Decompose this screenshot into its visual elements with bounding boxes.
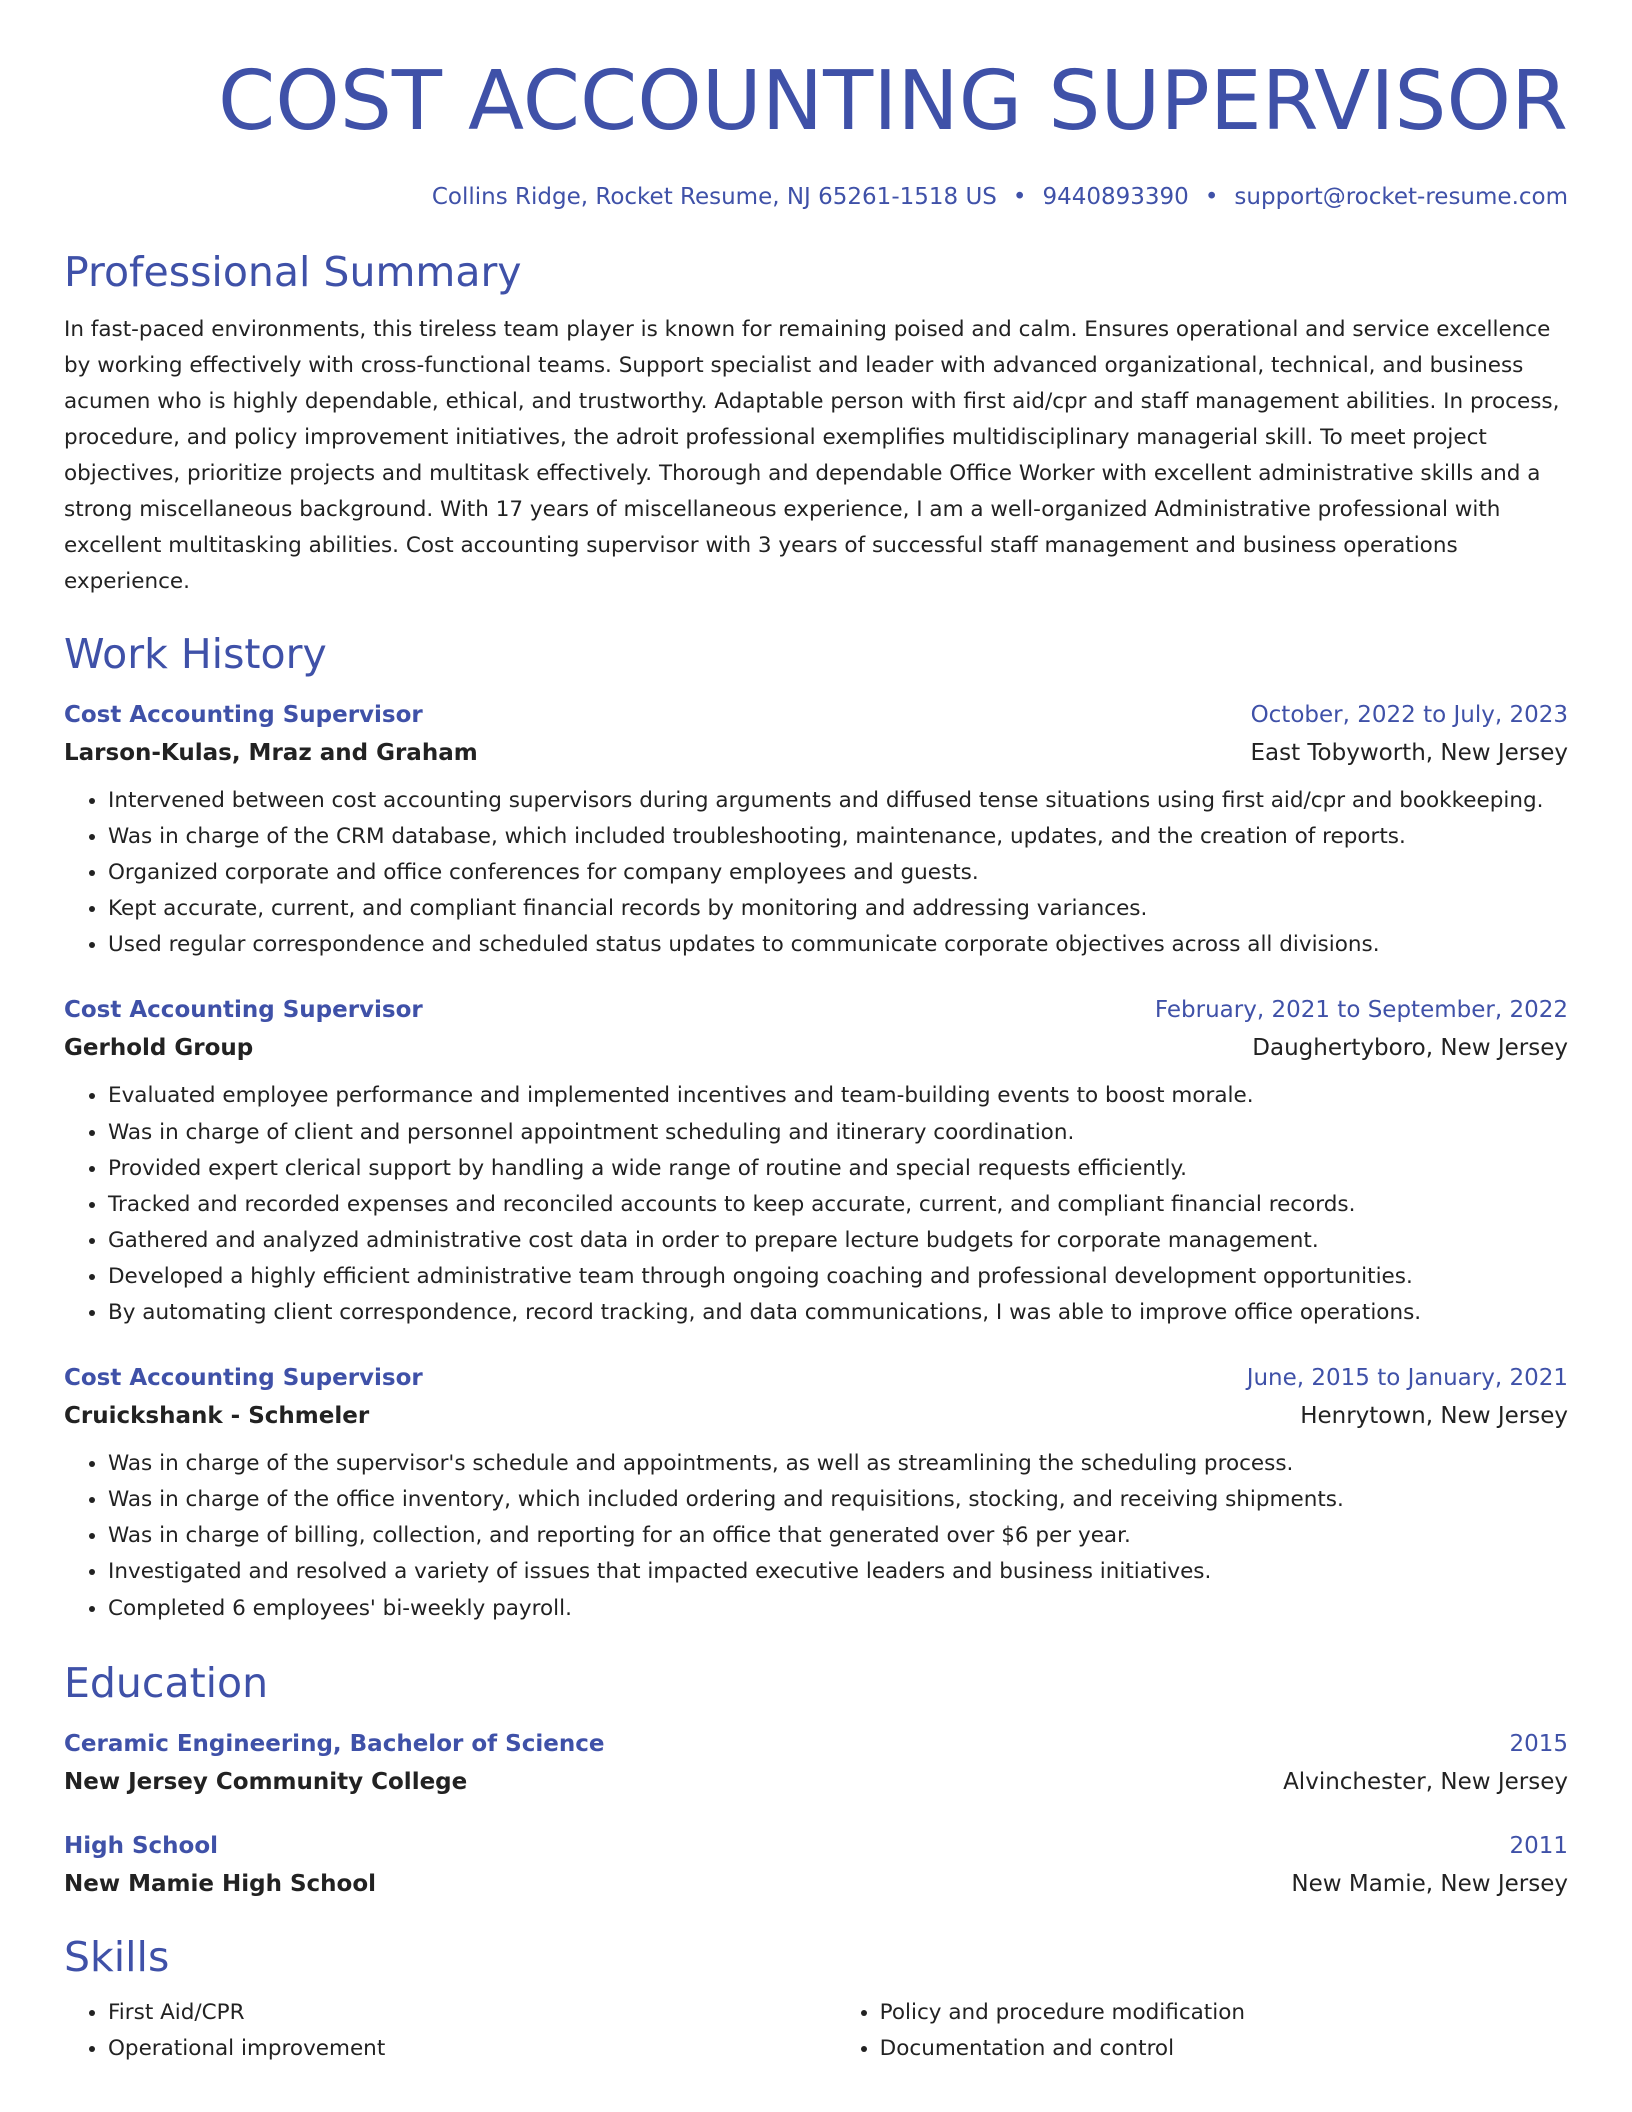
education-location: Alvinchester, New Jersey (1283, 1768, 1568, 1795)
education-entry-1 (64, 1725, 1568, 1801)
list-item: • Used regular correspondence and scheduled status updates to communicate corporate objectives across all divisions. (108, 927, 1568, 963)
job-entry-3 (64, 1359, 1568, 1626)
list-item: • Was in charge of billing, collection, and reporting for an office that generated over $6 per year. (108, 1518, 1568, 1554)
job-company: Gerhold Group (64, 1035, 254, 1062)
job-entry-1 (64, 696, 1568, 963)
list-item: • Provided expert clerical support by handling a wide range of routine and special requests efficiently. (108, 1151, 1568, 1187)
job-role: Cost Accounting Supervisor (64, 997, 423, 1024)
contact-separator: • (1204, 184, 1219, 210)
job-location: Henrytown, New Jersey (1300, 1403, 1568, 1430)
list-item: • Was in charge of the CRM database, which included troubleshooting, maintenance, updates, and the creation of reports. (108, 819, 1568, 855)
job-dates: October, 2022 to July, 2023 (1250, 702, 1568, 728)
contact-separator: • (1012, 184, 1027, 210)
list-item: • By automating client correspondence, record tracking, and data communications, I was able to improve office operations. (108, 1295, 1568, 1331)
job-bullets (64, 783, 1568, 963)
contact-address: Collins Ridge, Rocket Resume, NJ 65261-1518 US (431, 184, 997, 210)
education-location: New Mamie, New Jersey (1291, 1870, 1568, 1897)
education-year: 2015 (1509, 1730, 1568, 1757)
skills-list (64, 1995, 1568, 2067)
list-item: • Was in charge of the supervisor's schedule and appointments, as well as streamlining the scheduling process. (108, 1446, 1568, 1482)
summary-text: In fast-paced environments, this tireless team player is known for remaining poised and calm. Ensures operational and service excellence by working effectively with cross-functional teams. Support specialist and leader with advanced organizational, technical, and business acumen who is highly dependable, ethical, and trustworthy. Adaptable person with first aid/cpr and staff management abilities. In process, procedure, and policy improvement initiatives, the adroit professional exemplifies multidisciplinary managerial skill. To meet project objectives, prioritize projects and multitask effectively. Thorough and dependable Office Worker with excellent administrative skills and a strong miscellaneous background. With 17 years of miscellaneous experience, I am a well-organized Administrative professional with excellent multitasking abilities. Cost accounting supervisor with 3 years of successful staff management and business operations experience. (64, 317, 1560, 594)
job-company: Larson-Kulas, Mraz and Graham (64, 740, 478, 766)
job-role: Cost Accounting Supervisor (64, 702, 423, 728)
job-bullets (64, 1446, 1568, 1626)
job-entry-2 (64, 991, 1568, 1331)
education-degree: Ceramic Engineering, Bachelor of Science (64, 1730, 605, 1757)
job-role: Cost Accounting Supervisor (64, 1365, 423, 1392)
summary-heading: Professional Summary (64, 248, 522, 296)
list-item: • Was in charge of the office inventory, which included ordering and requisitions, stocking, and receiving shipments. (108, 1482, 1568, 1518)
list-item: • First Aid/CPR (108, 1995, 836, 2031)
education-year: 2011 (1509, 1832, 1568, 1859)
job-dates: June, 2015 to January, 2021 (1246, 1365, 1568, 1392)
job-company: Cruickshank - Schmeler (64, 1403, 370, 1430)
work-history-heading: Work History (64, 630, 327, 678)
list-item: • Organized corporate and office conferences for company employees and guests. (108, 855, 1568, 891)
resume-title: COST ACCOUNTING SUPERVISOR (218, 54, 1568, 149)
list-item: • Kept accurate, current, and compliant financial records by monitoring and addressing variances. (108, 891, 1568, 927)
job-bullets (64, 1078, 1568, 1331)
education-degree: High School (64, 1832, 219, 1859)
list-item: • Operational improvement (108, 2031, 836, 2067)
list-item: • Policy and procedure modification (880, 1995, 1568, 2031)
list-item: • Gathered and analyzed administrative cost data in order to prepare lecture budgets for corporate management. (108, 1223, 1568, 1259)
education-school: New Jersey Community College (64, 1768, 468, 1795)
list-item: • Investigated and resolved a variety of issues that impacted executive leaders and business initiatives. (108, 1554, 1568, 1590)
skills-column-left (64, 1995, 836, 2067)
education-heading: Education (64, 1658, 269, 1707)
job-dates: February, 2021 to September, 2022 (1154, 997, 1568, 1024)
contact-email[interactable]: support@rocket-resume.com (1234, 184, 1568, 210)
skills-column-right (836, 1995, 1568, 2067)
contact-line (64, 180, 1568, 214)
education-school: New Mamie High School (64, 1870, 377, 1897)
education-entry-2 (64, 1827, 1568, 1903)
list-item: • Developed a highly efficient administrative team through ongoing coaching and professional development opportunities. (108, 1259, 1568, 1295)
skills-heading: Skills (64, 1932, 170, 1981)
contact-phone: 9440893390 (1042, 184, 1189, 210)
list-item: • Evaluated employee performance and implemented incentives and team-building events to boost morale. (108, 1078, 1568, 1114)
job-location: East Tobyworth, New Jersey (1250, 740, 1568, 766)
job-location: Daughertyboro, New Jersey (1252, 1035, 1568, 1062)
list-item: • Intervened between cost accounting supervisors during arguments and diffused tense situations using first aid/cpr and bookkeeping. (108, 783, 1568, 819)
list-item: • Completed 6 employees' bi-weekly payroll. (108, 1591, 1568, 1627)
list-item: • Was in charge of client and personnel appointment scheduling and itinerary coordination. (108, 1115, 1568, 1151)
list-item: • Tracked and recorded expenses and reconciled accounts to keep accurate, current, and compliant financial records. (108, 1187, 1568, 1223)
list-item: • Documentation and control (880, 2031, 1568, 2067)
